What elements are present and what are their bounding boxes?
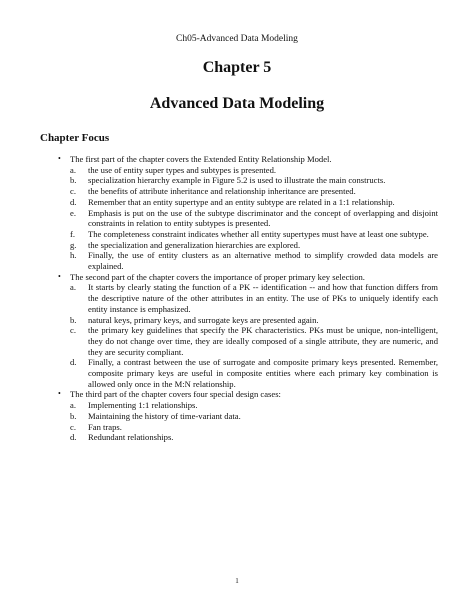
running-header: Ch05-Advanced Data Modeling bbox=[176, 34, 298, 44]
sub-item-letter: a. bbox=[70, 400, 76, 411]
chapter-number: Chapter 5 bbox=[202, 59, 272, 76]
sub-list bbox=[58, 282, 438, 389]
sub-list-item bbox=[58, 240, 438, 251]
sub-item-text: specialization hierarchy example in Figure 5.2 is used to illustrate the main constructs. bbox=[88, 175, 386, 186]
sub-item-letter: a. bbox=[70, 282, 76, 293]
sub-item-letter: b. bbox=[70, 314, 77, 325]
sub-item-text: Emphasis is put on the use of the subtype discriminator and the concept of overlapping and disjoint constraints in relation to entity subtypes is presented. bbox=[88, 207, 438, 229]
sub-list-item bbox=[58, 325, 438, 357]
sub-list-item bbox=[58, 411, 438, 422]
sub-list-item bbox=[58, 197, 438, 208]
list-item bbox=[58, 389, 438, 400]
sub-item-text: Redundant relationships. bbox=[88, 432, 174, 443]
sub-item-text: Implementing 1:1 relationships. bbox=[88, 400, 198, 411]
bullet-text: The second part of the chapter covers the importance of proper primary key selection. bbox=[70, 271, 365, 282]
sub-item-text: the primary key guidelines that specify the PK characteristics. PKs must be unique, non-intelligent, they do not change over time, they are ideally composed of a single attribute, they are numeric, and they are security compliant. bbox=[88, 325, 438, 357]
sub-list-item bbox=[58, 422, 438, 433]
bullet-icon: • bbox=[58, 389, 61, 399]
bullet-icon: • bbox=[58, 154, 61, 163]
sub-item-letter: b. bbox=[70, 410, 77, 421]
sub-list-item bbox=[58, 165, 438, 176]
bullet-icon: • bbox=[58, 271, 61, 281]
sub-item-text: Fan traps. bbox=[88, 421, 122, 432]
sub-item-letter: e. bbox=[70, 207, 76, 218]
sub-item-letter: g. bbox=[70, 239, 77, 250]
bullet-text: The third part of the chapter covers four special design cases: bbox=[70, 389, 281, 400]
sub-list-item bbox=[58, 229, 438, 240]
sub-item-text: the benefits of attribute inheritance and relationship inheritance are presented. bbox=[88, 186, 356, 197]
sub-item-text: Finally, the use of entity clusters as an alternative method to simplify crowded data models are explained. bbox=[88, 250, 438, 272]
sub-list-item bbox=[58, 400, 438, 411]
sub-list-item bbox=[58, 250, 438, 271]
sub-item-letter: d. bbox=[70, 432, 77, 443]
sub-item-letter: d. bbox=[70, 196, 77, 207]
sub-item-text: It starts by clearly stating the function of a PK -- identification -- and how that function differs from the descriptive nature of the other attributes in an entity. The use of PKs to uniquely identify each entity instance is emphasized. bbox=[88, 282, 438, 314]
sub-item-letter: c. bbox=[70, 421, 76, 432]
list-item bbox=[58, 154, 438, 165]
sub-item-letter: b. bbox=[70, 175, 77, 186]
sub-item-letter: h. bbox=[70, 250, 77, 261]
sub-list-item bbox=[58, 208, 438, 229]
section-heading: Chapter Focus bbox=[40, 132, 110, 144]
sub-item-text: The completeness constraint indicates whether all entity supertypes must have at least one subtype. bbox=[88, 228, 429, 239]
sub-item-letter: f. bbox=[70, 228, 76, 239]
sub-item-letter: d. bbox=[70, 357, 77, 368]
sub-list-item bbox=[58, 432, 438, 443]
list-item bbox=[58, 272, 438, 283]
sub-item-letter: a. bbox=[70, 164, 76, 175]
sub-list-item bbox=[58, 357, 438, 389]
sub-item-text: Finally, a contrast between the use of surrogate and composite primary keys presented. Remember, composite primary keys are useful in composite entities where each primary key combination is allowed only once in the M:N relationship. bbox=[88, 357, 438, 389]
page-number: 1 bbox=[235, 577, 239, 585]
sub-list bbox=[58, 400, 438, 443]
sub-list-item bbox=[58, 175, 438, 186]
sub-list-item bbox=[58, 186, 438, 197]
sub-item-letter: c. bbox=[70, 325, 76, 336]
sub-item-text: the specialization and generalization hierarchies are explored. bbox=[88, 239, 301, 250]
bullet-text: The first part of the chapter covers the Extended Entity Relationship Model. bbox=[70, 154, 332, 164]
chapter-title: Advanced Data Modeling bbox=[149, 95, 325, 112]
chapter-focus-list bbox=[58, 154, 438, 443]
sub-item-text: Remember that an entity supertype and an entity subtype are related in a 1:1 relationship. bbox=[88, 196, 395, 207]
sub-item-text: Maintaining the history of time-variant data. bbox=[88, 410, 241, 421]
sub-item-letter: c. bbox=[70, 186, 76, 197]
sub-list-item bbox=[58, 282, 438, 314]
sub-list bbox=[58, 165, 438, 272]
sub-item-text: natural keys, primary keys, and surrogate keys are presented again. bbox=[88, 314, 319, 325]
sub-item-text: the use of entity super types and subtypes is presented. bbox=[88, 164, 277, 175]
sub-list-item bbox=[58, 315, 438, 326]
